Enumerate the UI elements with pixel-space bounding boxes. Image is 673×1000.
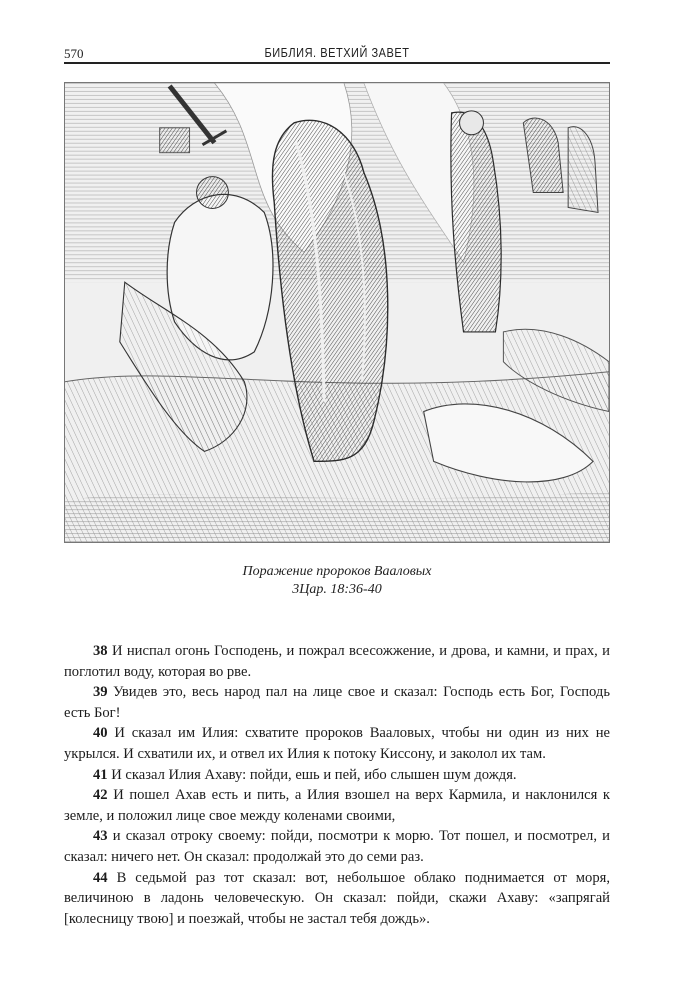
verse-39 xyxy=(64,682,610,723)
running-header xyxy=(64,46,610,64)
verse-number: 38 xyxy=(93,643,108,659)
verse-number: 41 xyxy=(93,766,108,783)
illustration-caption-title: Поражение пророков Вааловых xyxy=(242,564,432,579)
verse-text: И пошел Ахав есть и пить, а Илия взошел на верх Кармила, и наклонился к земле, и положил лице свое между коленами своими, xyxy=(64,787,610,824)
verse-text: Увидев это, весь народ пал на лице свое и сказал: Господь есть Бог, Господь есть Бог! xyxy=(64,684,610,721)
verse-number: 40 xyxy=(93,725,108,742)
verse-42 xyxy=(64,785,610,826)
verse-text: И сказал им Илия: схватите пророков Вааловых, чтобы ни один из них не укрылся. И схватили их, и отвел их Илия к потоку Киссону, и заколол их там. xyxy=(64,725,610,762)
verse-text: и сказал отроку своему: пойди, посмотри к морю. Тот пошел, и посмотрел, и сказал: ничего нет. Он сказал: продолжай это до семи раз. xyxy=(64,828,610,865)
running-title: БИБЛИЯ. ВЕТХИЙ ЗАВЕТ xyxy=(264,46,410,60)
verse-text: И сказал Илия Ахаву: пойди, ешь и пей, ибо слышен шум дождя. xyxy=(107,766,517,783)
engraving-image xyxy=(65,83,609,542)
verse-text: В седьмой раз тот сказал: вот, небольшое облако поднимается от моря, величиною в ладонь человеческую. Он сказал: пойди, скажи Ахаву: «запрягай [колесницу твою] и поезжай, чтобы не застал тебя дождь». xyxy=(64,869,610,927)
verse-number: 44 xyxy=(93,869,108,886)
verse-list xyxy=(64,641,610,929)
verse-text: И ниспал огонь Господень, и пожрал всесожжение, и дрова, и камни, и прах, и поглотил воду, которая во рве. xyxy=(64,643,610,680)
engraving-illustration xyxy=(64,82,610,543)
verse-43 xyxy=(64,826,610,867)
verse-number: 42 xyxy=(93,787,108,804)
verse-number: 43 xyxy=(93,828,108,845)
verse-38 xyxy=(64,641,610,682)
verse-40 xyxy=(64,723,610,764)
verse-41 xyxy=(64,765,610,786)
page-number: 570 xyxy=(64,46,84,61)
illustration-caption-reference: 3Цар. 18:36-40 xyxy=(292,582,382,597)
verse-number: 39 xyxy=(93,684,108,701)
verse-44 xyxy=(64,868,610,930)
